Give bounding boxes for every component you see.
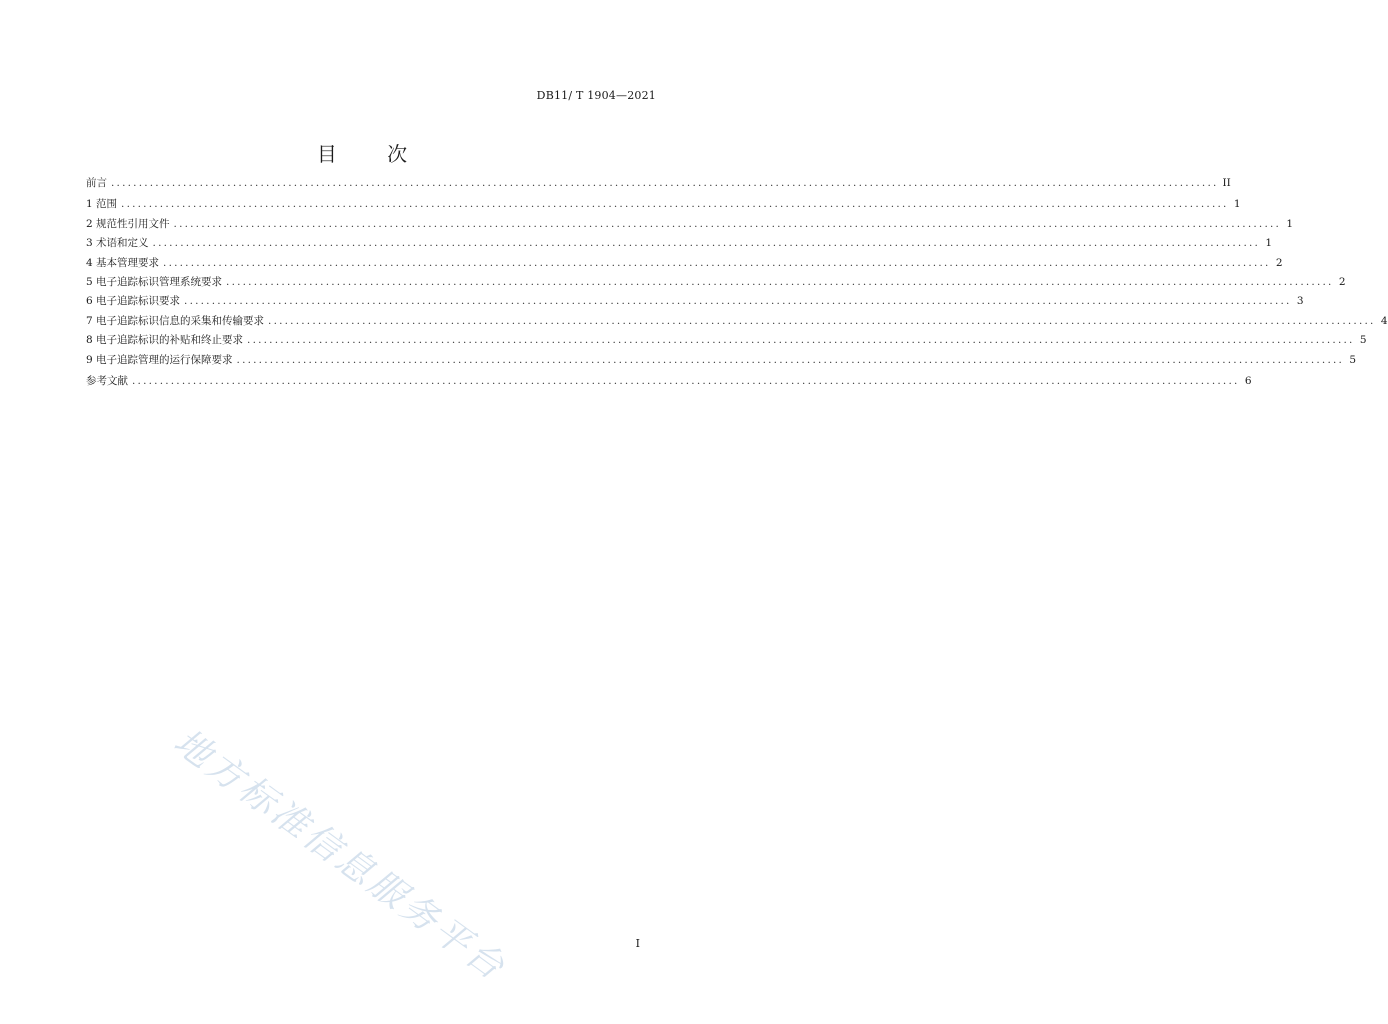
page-title: 目 次: [316, 142, 430, 166]
toc-entry-page: 3: [1296, 295, 1304, 308]
toc-entry[interactable]: [86, 235, 1273, 254]
watermark: 地方标准信息服务平台: [166, 721, 514, 990]
standard-code: DB11/ T 1904—2021: [536, 89, 656, 102]
toc-entry[interactable]: [86, 175, 1231, 194]
toc-entry-page: 2: [1275, 256, 1283, 269]
toc-entry-page: 5: [1359, 334, 1367, 347]
toc-entry-page: 2: [1338, 275, 1346, 288]
table-of-contents: [86, 175, 1388, 392]
toc-entry[interactable]: [86, 293, 1304, 312]
toc-entry-page: 1: [1233, 198, 1241, 211]
toc-entry[interactable]: [86, 373, 1252, 392]
toc-leader-dots: ........................................................................................................................................................................................................: [236, 353, 1345, 366]
toc-leader-dots: ........................................................................................................................................................................................................: [111, 177, 1219, 189]
toc-entry-page: 5: [1349, 353, 1357, 366]
toc-leader-dots: ........................................................................................................................................................................................................: [132, 374, 1240, 387]
toc-entry-label: 2 规范性引用文件: [86, 217, 170, 230]
toc-entry-label: 6 电子追踪标识要求: [86, 295, 181, 308]
toc-entry[interactable]: [86, 313, 1388, 332]
toc-entry-label: 1 范围: [86, 198, 118, 211]
toc-entry-page: 6: [1244, 374, 1252, 387]
toc-entry[interactable]: [86, 216, 1294, 235]
toc-leader-dots: ........................................................................................................................................................................................................: [247, 334, 1355, 347]
toc-entry-label: 4 基本管理要求: [86, 256, 160, 269]
toc-entry-page: II: [1222, 177, 1231, 189]
toc-entry-label: 5 电子追踪标识管理系统要求: [86, 275, 223, 288]
toc-entry[interactable]: [86, 352, 1357, 371]
toc-leader-dots: ........................................................................................................................................................................................................: [121, 198, 1229, 211]
toc-entry[interactable]: [86, 255, 1283, 274]
toc-leader-dots: ........................................................................................................................................................................................................: [226, 275, 1334, 288]
toc-entry-label: 7 电子追踪标识信息的采集和传输要求: [86, 314, 265, 327]
page-number: I: [635, 937, 640, 950]
toc-entry-label: 前言: [86, 177, 107, 189]
toc-entry-page: 1: [1286, 217, 1294, 230]
toc-entry-label: 参考文献: [86, 374, 128, 387]
toc-leader-dots: ........................................................................................................................................................................................................: [268, 314, 1376, 327]
toc-entry[interactable]: [86, 196, 1241, 215]
toc-entry[interactable]: [86, 274, 1346, 293]
toc-leader-dots: ........................................................................................................................................................................................................: [173, 217, 1282, 230]
toc-entry-page: 4: [1380, 314, 1388, 327]
toc-entry[interactable]: [86, 332, 1367, 351]
toc-entry-label: 8 电子追踪标识的补贴和终止要求: [86, 334, 244, 347]
toc-entry-page: 1: [1265, 237, 1273, 250]
toc-entry-label: 9 电子追踪管理的运行保障要求: [86, 353, 233, 366]
toc-leader-dots: ........................................................................................................................................................................................................: [152, 237, 1261, 250]
toc-leader-dots: ........................................................................................................................................................................................................: [184, 295, 1292, 308]
toc-entry-label: 3 术语和定义: [86, 237, 149, 250]
toc-leader-dots: ........................................................................................................................................................................................................: [163, 256, 1271, 269]
